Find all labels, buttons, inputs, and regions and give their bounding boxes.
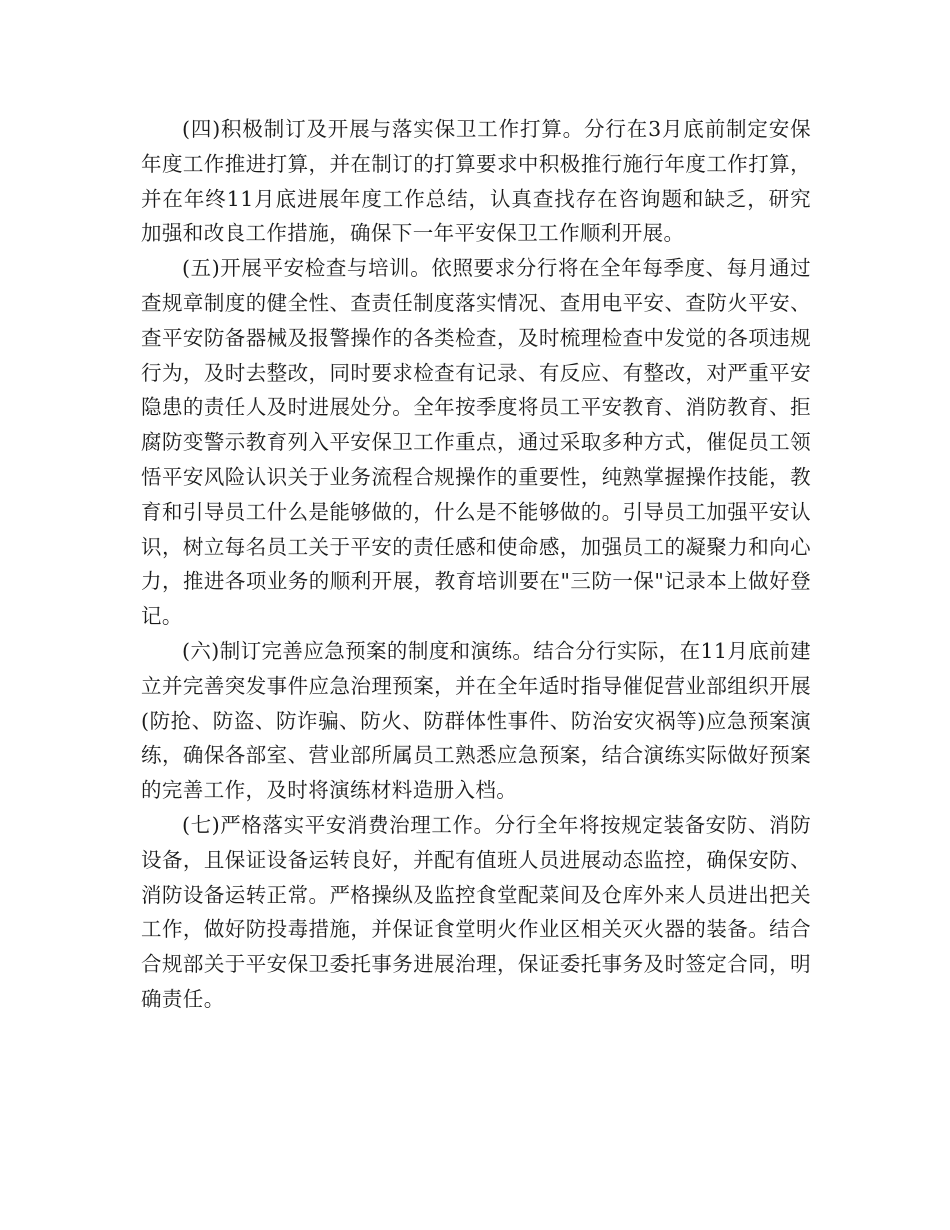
paragraph-section-4: (四)积极制订及开展与落实保卫工作打算。分行在3月底前制定安保年度工作推进打算，并在制订的打算要求中积极推行施行年度工作打算，并在年终11月底进展年度工作总结，认真查找存在咨询题和缺乏，研究加强和改良工作措施，确保下一年平安保卫工作顺利开展。	[141, 117, 811, 246]
document-body	[141, 112, 811, 1017]
paragraph-section-7: (七)严格落实平安消费治理工作。分行全年将按规定装备安防、消防设备，且保证设备运转良好，并配有值班人员进展动态监控，确保安防、消防设备运转正常。严格操纵及监控食堂配菜间及仓库外来人员进出把关工作，做好防投毒措施，并保证食堂明火作业区相关灭火器的装备。结合合规部关于平安保卫委托事务进展治理，保证委托事务及时签定合同，明确责任。	[141, 812, 811, 1011]
paragraph-section-5: (五)开展平安检查与培训。依照要求分行将在全年每季度、每月通过查规章制度的健全性、查责任制度落实情况、查用电平安、查防火平安、查平安防备器械及报警操作的各类检查，及时梳理检查中发觉的各项违规行为，及时去整改，同时要求检查有记录、有反应、有整改，对严重平安隐患的责任人及时进展处分。全年按季度将员工平安教育、消防教育、拒腐防变警示教育列入平安保卫工作重点，通过采取多种方式，催促员工领悟平安风险认识关于业务流程合规操作的重要性，纯熟掌握操作技能，教育和引导员工什么是能够做的，什么是不能够做的。引导员工加强平安认识，树立每名员工关于平安的责任感和使命感，加强员工的凝聚力和向心力，推进各项业务的顺利开展，教育培训要在"三防一保"记录本上做好登记。	[141, 256, 811, 629]
paragraph-section-6: (六)制订完善应急预案的制度和演练。结合分行实际，在11月底前建立并完善突发事件应急治理预案，并在全年适时指导催促营业部组织开展(防抢、防盗、防诈骗、防火、防群体性事件、防治安灾祸等)应急预案演练，确保各部室、营业部所属员工熟悉应急预案，结合演练实际做好预案的完善工作，及时将演练材料造册入档。	[141, 638, 811, 803]
